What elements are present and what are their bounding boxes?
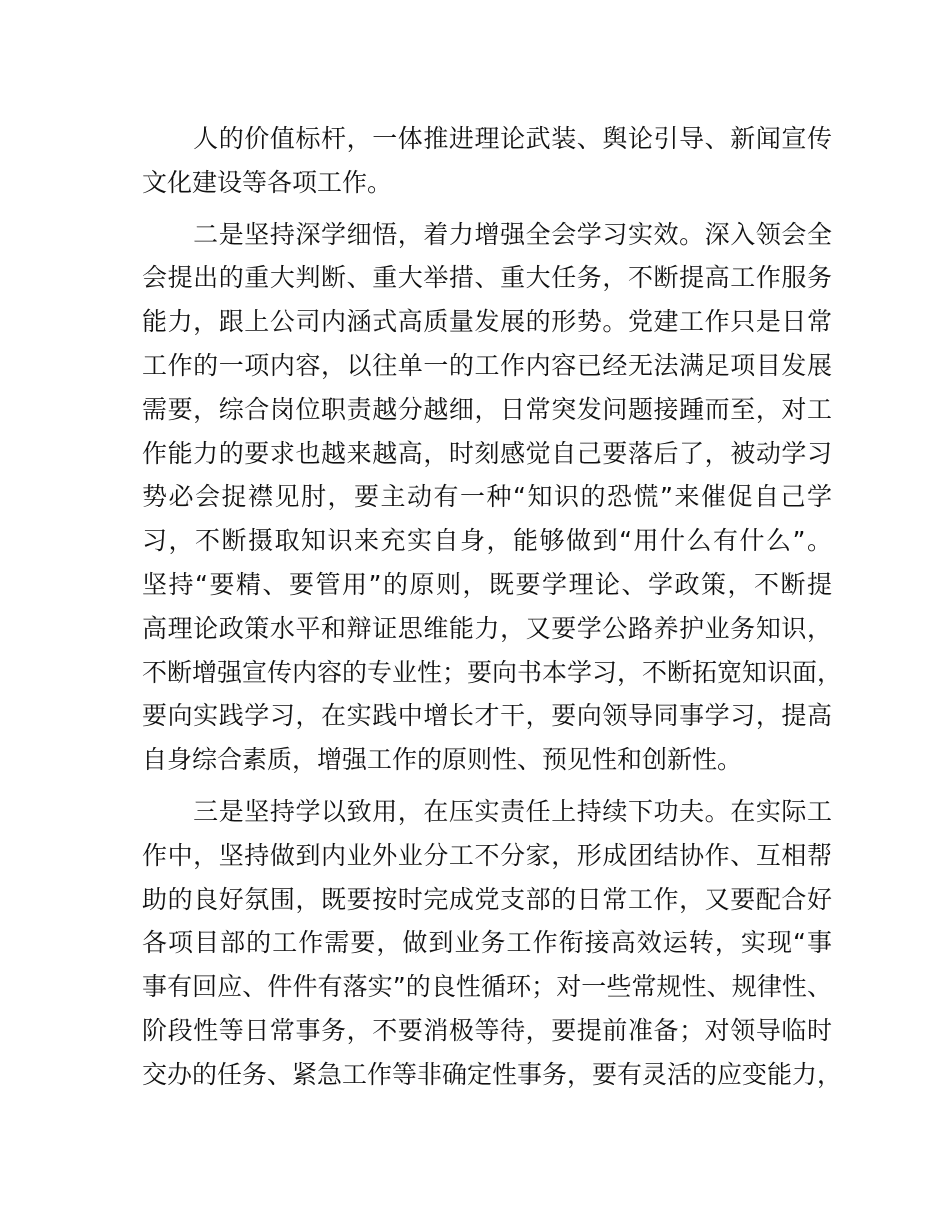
text-line: 事有回应、件件有落实”的良性循环；对一些常规性、规律性、 <box>142 972 832 1002</box>
text-line: 会提出的重大判断、重大举措、重大任务，不断提高工作服务 <box>142 263 832 293</box>
text-line: 需要，综合岗位职责越分越细，日常突发问题接踵而至，对工 <box>142 394 832 424</box>
text-line: 自身综合素质，增强工作的原则性、预见性和创新性。 <box>142 745 743 775</box>
text-line: 交办的任务、紧急工作等非确定性事务，要有灵活的应变能力， <box>142 1059 843 1089</box>
document-body <box>142 117 843 1097</box>
text-line: 各项目部的工作需要，做到业务工作衔接高效运转，实现“事 <box>142 928 832 958</box>
text-line: 作中，坚持做到内业外业分工不分家，形成团结协作、互相帮 <box>142 840 832 870</box>
text-line: 文化建设等各项工作。 <box>142 167 393 197</box>
paragraph-3 <box>142 790 843 1097</box>
paragraph-2 <box>142 213 843 782</box>
text-line: 作能力的要求也越来越高，时刻感觉自己要落后了，被动学习 <box>142 438 832 468</box>
text-line: 势必会捉襟见肘，要主动有一种“知识的恐慌”来催促自己学 <box>142 482 832 512</box>
text-line: 习，不断摄取知识来充实自身，能够做到“用什么有什么”。 <box>142 526 832 556</box>
text-line: 人的价值标杆，一体推进理论武装、舆论引导、新闻宣传 <box>142 124 832 153</box>
text-line: 能力，跟上公司内涵式高质量发展的形势。党建工作只是日常 <box>142 307 832 337</box>
text-line: 工作的一项内容，以往单一的工作内容已经无法满足项目发展 <box>142 350 832 380</box>
text-line: 二是坚持深学细悟，着力增强全会学习实效。深入领会全 <box>142 219 832 249</box>
text-line: 不断增强宣传内容的专业性；要向书本学习，不断拓宽知识面， <box>142 657 843 687</box>
text-line: 高理论政策水平和辩证思维能力，又要学公路养护业务知识， <box>142 613 832 643</box>
paragraph-1 <box>142 117 832 205</box>
text-line: 要向实践学习，在实践中增长才干，要向领导同事学习，提高 <box>142 701 832 731</box>
text-line: 三是坚持学以致用，在压实责任上持续下功夫。在实际工 <box>142 796 832 826</box>
text-line: 助的良好氛围，既要按时完成党支部的日常工作，又要配合好 <box>142 884 832 914</box>
text-line: 阶段性等日常事务，不要消极等待，要提前准备；对领导临时 <box>142 1015 832 1045</box>
text-line: 坚持“要精、要管用”的原则，既要学理论、学政策，不断提 <box>142 569 832 599</box>
